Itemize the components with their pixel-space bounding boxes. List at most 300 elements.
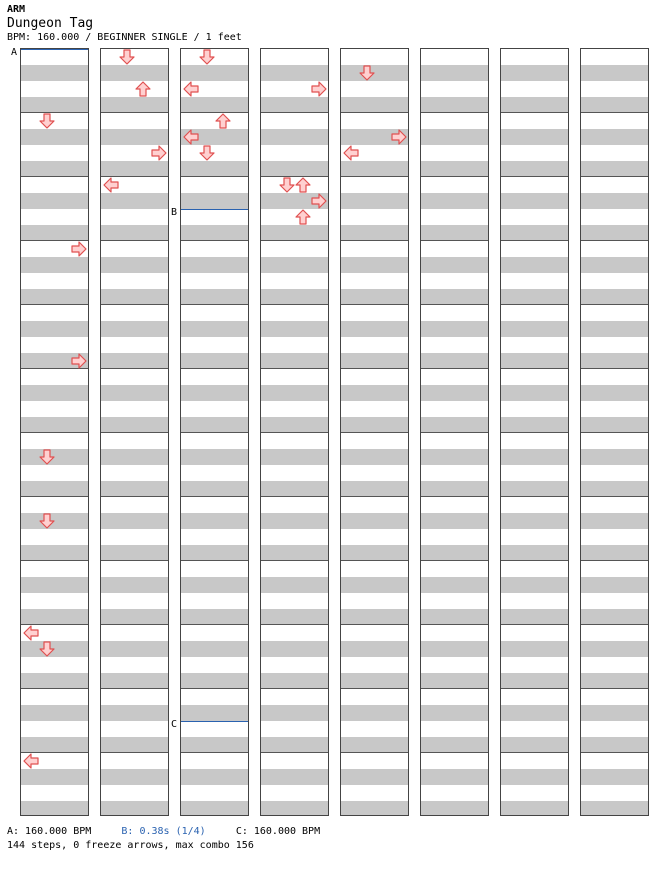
beat-band [101,801,168,816]
measure-line [341,624,408,625]
beat-band [21,65,88,81]
beat-band [341,289,408,305]
beat-band [101,129,168,145]
beat-band [101,417,168,433]
measure-line [501,368,568,369]
song-title: Dungeon Tag [7,16,94,31]
beat-band [341,737,408,753]
beat-band [501,193,568,209]
beat-band [261,641,328,657]
beat-band [101,257,168,273]
beat-band [181,449,248,465]
measure-line [341,176,408,177]
beat-band [101,289,168,305]
measure-line [501,304,568,305]
chart-column [260,48,329,816]
measure-line [421,240,488,241]
left-arrow-icon [103,177,119,193]
beat-band [261,257,328,273]
beat-band [261,481,328,497]
beat-band [341,801,408,816]
beat-band [101,449,168,465]
beat-band [101,513,168,529]
beat-band [341,673,408,689]
measure-line [341,240,408,241]
bpm-marker-label: A [11,47,18,58]
measure-line [421,112,488,113]
beat-band [341,513,408,529]
measure-line [421,304,488,305]
beat-band [341,161,408,177]
beat-band [101,641,168,657]
beat-band [21,481,88,497]
measure-line [101,560,168,561]
beat-band [341,193,408,209]
beat-band [261,545,328,561]
beat-band [101,769,168,785]
beat-band [181,481,248,497]
beat-band [181,801,248,816]
beat-band [21,545,88,561]
measure-line [101,624,168,625]
bpm-change-line [21,49,88,50]
beat-band [581,97,648,113]
beat-band [261,737,328,753]
down-arrow-icon [39,113,55,129]
measure-line [261,624,328,625]
beat-band [21,577,88,593]
beat-band [581,801,648,816]
legend-c: C: 160.000 BPM [235,826,321,837]
beat-band [501,609,568,625]
down-arrow-icon [359,65,375,81]
beat-band [341,385,408,401]
measure-line [181,560,248,561]
beat-band [261,769,328,785]
down-arrow-icon [199,145,215,161]
measure-line [501,112,568,113]
beat-band [501,577,568,593]
beat-band [21,193,88,209]
beat-band [101,385,168,401]
beat-band [501,513,568,529]
measure-line [421,432,488,433]
beat-band [21,385,88,401]
beat-band [261,513,328,529]
measure-line [421,624,488,625]
bpm-legend [7,825,320,839]
measure-line [501,432,568,433]
measure-line [341,432,408,433]
chart-column [500,48,569,816]
beat-band [501,705,568,721]
beat-band [581,65,648,81]
measure-line [181,752,248,753]
beat-band [101,705,168,721]
measure-line [181,304,248,305]
down-arrow-icon [39,449,55,465]
chart-column [100,48,169,816]
beat-band [341,417,408,433]
beat-band [581,225,648,241]
down-arrow-icon [39,513,55,529]
beat-band [501,769,568,785]
measure-line [101,368,168,369]
up-arrow-icon [215,113,231,129]
beat-band [181,769,248,785]
measure-line [261,112,328,113]
measure-line [261,752,328,753]
beat-band [421,801,488,816]
beat-band [341,353,408,369]
measure-line [261,240,328,241]
beat-band [341,449,408,465]
beat-band [181,545,248,561]
measure-line [181,368,248,369]
bpm-marker-label: C [171,719,178,730]
measure-line [421,752,488,753]
measure-line [181,240,248,241]
left-arrow-icon [183,129,199,145]
beat-band [181,673,248,689]
beat-band [581,353,648,369]
beat-band [101,673,168,689]
up-arrow-icon [295,209,311,225]
beat-band [581,257,648,273]
measure-line [341,688,408,689]
beat-band [21,769,88,785]
site-name: ARM [7,4,26,15]
beat-band [421,481,488,497]
measure-line [341,112,408,113]
beat-band [101,321,168,337]
beat-band [421,769,488,785]
measure-line [421,176,488,177]
beat-band [581,673,648,689]
measure-line [181,688,248,689]
beat-band [341,545,408,561]
beat-band [261,353,328,369]
measure-line [101,688,168,689]
beat-band [421,385,488,401]
bpm-marker-label: B [171,207,178,218]
measure-line [501,560,568,561]
beat-band [501,161,568,177]
up-arrow-icon [135,81,151,97]
chart-column [580,48,649,816]
beat-band [581,193,648,209]
beat-band [581,641,648,657]
beat-band [261,321,328,337]
beat-band [21,161,88,177]
beat-band [181,193,248,209]
beat-band [101,225,168,241]
beat-band [501,673,568,689]
measure-line [101,304,168,305]
beat-band [181,737,248,753]
right-arrow-icon [71,241,87,257]
measure-line [341,304,408,305]
beat-band [21,129,88,145]
beat-band [421,289,488,305]
beat-band [21,705,88,721]
measure-line [181,496,248,497]
measure-line [581,688,648,689]
down-arrow-icon [39,641,55,657]
beat-band [21,257,88,273]
beat-band [21,737,88,753]
measure-line [181,624,248,625]
beat-band [421,161,488,177]
beat-band [581,449,648,465]
beat-band [181,609,248,625]
measure-line [341,752,408,753]
beat-band [181,417,248,433]
measure-line [581,624,648,625]
measure-line [261,368,328,369]
beat-band [421,193,488,209]
beat-band [501,321,568,337]
beat-band [581,321,648,337]
beat-band [261,289,328,305]
beat-band [181,161,248,177]
beat-band [181,641,248,657]
beat-band [101,161,168,177]
beat-band [421,673,488,689]
beat-band [21,417,88,433]
beat-band [341,641,408,657]
beat-band [501,353,568,369]
measure-line [341,560,408,561]
beat-band [261,65,328,81]
down-arrow-icon [199,49,215,65]
beat-band [341,321,408,337]
beat-band [21,289,88,305]
bpm-change-line [181,209,248,210]
beat-band [341,769,408,785]
right-arrow-icon [151,145,167,161]
legend-a: A: 160.000 BPM [7,826,92,837]
beat-band [501,641,568,657]
measure-line [501,496,568,497]
beat-band [261,417,328,433]
beat-band [421,97,488,113]
measure-line [261,560,328,561]
left-arrow-icon [23,625,39,641]
measure-line [581,368,648,369]
beat-band [101,353,168,369]
chart-column [420,48,489,816]
beat-band [21,225,88,241]
right-arrow-icon [391,129,407,145]
beat-band [501,417,568,433]
beat-band [581,737,648,753]
measure-line [421,560,488,561]
measure-line [421,688,488,689]
measure-line [501,240,568,241]
down-arrow-icon [279,177,295,193]
chart-column [20,48,89,816]
beat-band [421,513,488,529]
beat-band [101,737,168,753]
beat-band [261,609,328,625]
beat-band [181,321,248,337]
measure-line [261,688,328,689]
beat-band [341,481,408,497]
beat-band [581,769,648,785]
beat-band [181,97,248,113]
beat-band [581,577,648,593]
measure-line [341,368,408,369]
beat-band [261,577,328,593]
beat-band [181,513,248,529]
measure-line [21,496,88,497]
beat-band [261,97,328,113]
beat-band [581,705,648,721]
legend-b: B: 0.38s (1/4) [121,826,206,837]
beat-band [501,65,568,81]
beat-band [501,801,568,816]
beat-band [101,545,168,561]
beat-band [341,609,408,625]
measure-line [581,496,648,497]
measure-line [581,112,648,113]
beat-band [581,545,648,561]
measure-line [501,752,568,753]
measure-line [581,432,648,433]
left-arrow-icon [183,81,199,97]
chart-column [340,48,409,816]
beat-band [421,449,488,465]
beat-band [101,481,168,497]
measure-line [501,688,568,689]
measure-line [261,496,328,497]
beat-band [181,257,248,273]
measure-line [21,432,88,433]
beat-band [421,257,488,273]
measure-line [181,432,248,433]
beat-band [581,385,648,401]
beat-band [421,609,488,625]
measure-line [21,688,88,689]
beat-band [261,449,328,465]
beat-band [501,97,568,113]
beat-band [501,385,568,401]
step-stats: 144 steps, 0 freeze arrows, max combo 156 [7,840,254,851]
measure-line [501,624,568,625]
beat-band [581,513,648,529]
beat-band [501,737,568,753]
measure-line [101,496,168,497]
beat-band [341,97,408,113]
measure-line [581,176,648,177]
beat-band [421,321,488,337]
beat-band [501,129,568,145]
beat-band [501,449,568,465]
measure-line [101,112,168,113]
beat-band [421,545,488,561]
measure-line [21,304,88,305]
song-meta: BPM: 160.000 / BEGINNER SINGLE / 1 feet [7,32,242,43]
measure-line [21,176,88,177]
beat-band [181,705,248,721]
beat-band [341,225,408,241]
beat-band [101,609,168,625]
beat-band [421,737,488,753]
beat-band [581,417,648,433]
beat-band [181,385,248,401]
beat-band [421,353,488,369]
beat-band [181,225,248,241]
beat-band [261,801,328,816]
beat-band [341,257,408,273]
beat-band [181,577,248,593]
beat-band [21,321,88,337]
beat-band [421,577,488,593]
beat-band [181,289,248,305]
measure-line [101,240,168,241]
measure-line [261,304,328,305]
beat-band [101,193,168,209]
right-arrow-icon [311,193,327,209]
measure-line [581,560,648,561]
measure-line [181,176,248,177]
beat-band [101,577,168,593]
chart-footer [7,825,320,853]
beat-band [421,417,488,433]
bpm-change-line [181,721,248,722]
beat-band [21,609,88,625]
down-arrow-icon [119,49,135,65]
beat-band [581,129,648,145]
beat-band [421,225,488,241]
right-arrow-icon [71,353,87,369]
beat-band [341,577,408,593]
measure-line [341,496,408,497]
beat-band [501,289,568,305]
beat-band [501,225,568,241]
beat-band [261,673,328,689]
up-arrow-icon [295,177,311,193]
beat-band [261,225,328,241]
beat-band [421,65,488,81]
measure-line [21,560,88,561]
measure-line [101,432,168,433]
beat-band [261,705,328,721]
measure-line [261,432,328,433]
measure-line [501,176,568,177]
beat-band [501,481,568,497]
beat-band [581,289,648,305]
beat-band [421,129,488,145]
beat-band [581,161,648,177]
left-arrow-icon [23,753,39,769]
beat-band [581,609,648,625]
beat-band [101,65,168,81]
beat-band [101,97,168,113]
beat-band [21,97,88,113]
beat-band [501,545,568,561]
beat-band [261,161,328,177]
beat-band [581,481,648,497]
measure-line [581,304,648,305]
measure-line [421,368,488,369]
measure-line [101,752,168,753]
beat-band [21,801,88,816]
beat-band [181,65,248,81]
measure-line [581,752,648,753]
measure-line [421,496,488,497]
